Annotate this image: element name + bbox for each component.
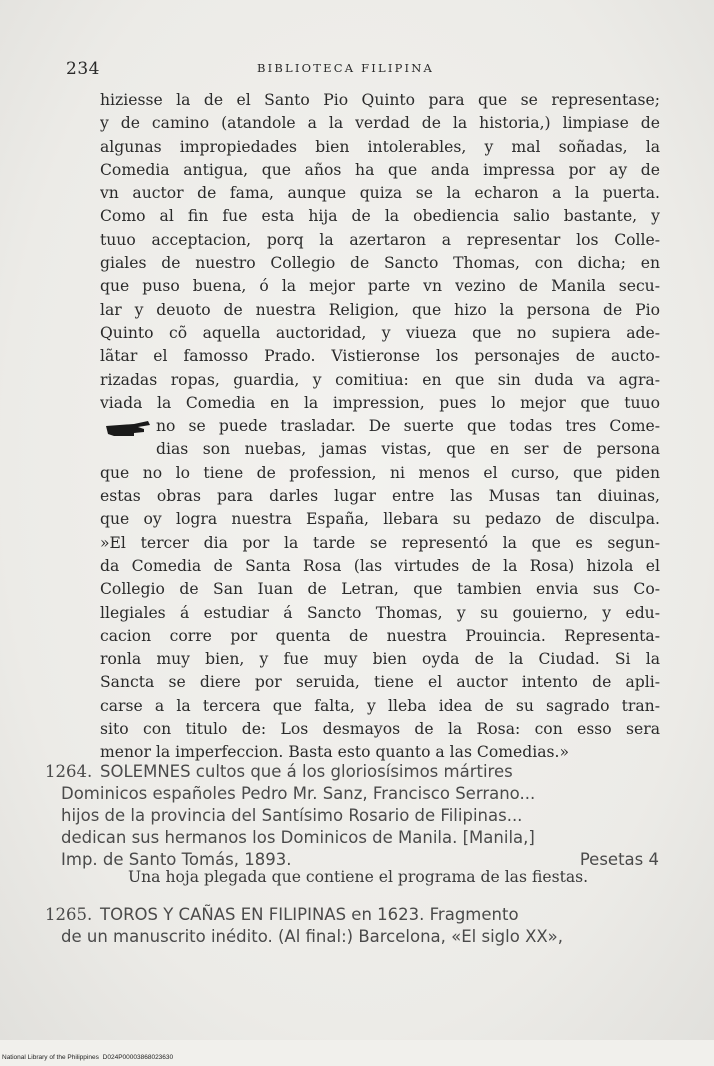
entry-line: de un manuscrito inédito. (Al final:) Barcelona, «El siglo XX», (61, 927, 564, 946)
text-line: Quinto cõ aquella auctoridad, y viueza que no supiera ade- (100, 323, 660, 342)
text-line: que no lo tiene de profession, ni menos el curso, que piden (100, 463, 660, 482)
entry-1264 (45, 761, 659, 871)
entry-number: 1264. (45, 762, 93, 781)
text-line: vn auctor de fama, aunque quiza se la echaron a la puerta. (100, 184, 660, 203)
text-line: que oy logra nuestra España, llebara su pedazo de disculpa. (100, 510, 660, 529)
text-line: da Comedia de Santa Rosa (las virtudes de la Rosa) hizola el (100, 556, 660, 575)
text-line: menor la imperfeccion. Basta esto quanto a las Comedias.» (100, 743, 570, 762)
text-line: lar y deuoto de nuestra Religion, que hizo la persona de Pio (100, 300, 660, 319)
library-credit: National Library of the Philippines (2, 1054, 99, 1061)
text-line: no se puede trasladar. De suerte que todas tres Come- (156, 417, 660, 436)
entry-line: SOLEMNES cultos que á los gloriosísimos mártires (100, 762, 513, 781)
price: Pesetas 4 (579, 850, 659, 869)
text-line: dias son nuebas, jamas vistas, que en ser de persona (156, 440, 660, 459)
text-line: estas obras para darles lugar entre las Musas tan diuinas, (100, 487, 660, 506)
text-line: que puso buena, ó la mejor parte vn vezino de Manila secu- (100, 277, 660, 296)
text-line: rizadas ropas, guardia, y comitiua: en que sin duda va agra- (100, 370, 660, 389)
text-line: tuuo acceptacion, porq la azertaron a representar los Colle- (100, 230, 660, 249)
entry-line: Imp. de Santo Tomás, 1893. (61, 850, 292, 869)
entry-line: hijos de la provincia del Santísimo Rosario de Filipinas... (61, 806, 523, 825)
text-line: Collegio de San Iuan de Letran, que tambien envia sus Co- (100, 580, 660, 599)
entry-line: TOROS Y CAÑAS EN FILIPINAS en 1623. Fragmento (100, 905, 519, 924)
entry-number: 1265. (45, 905, 93, 924)
text-line: Sancta se diere por seruida, tiene el auctor intento de apli- (100, 673, 660, 692)
scan-footer (0, 1054, 714, 1061)
text-line: giales de nuestro Collegio de Sancto Thomas, con dicha; en (100, 254, 660, 273)
text-line: y de camino (atandole a la verdad de la historia,) limpiase de (100, 114, 660, 133)
text-line: sito con titulo de: Los desmayos de la Rosa: con esso sera (100, 720, 660, 739)
scan-code: D024P00003868023630 (102, 1054, 174, 1061)
text-line: hiziesse la de el Santo Pio Quinto para que se representase; (100, 91, 660, 109)
entry-line: Dominicos españoles Pedro Mr. Sanz, Francisco Serrano... (61, 784, 536, 803)
text-line: viada la Comedia en la impression, pues lo mejor que tuuo (100, 393, 660, 412)
entry-note: Una hoja plegada que contiene el programa de las fiestas. (128, 868, 589, 886)
text-line: cacion corre por quenta de nuestra Prouincia. Representa- (100, 626, 660, 645)
entry-1265 (45, 904, 659, 948)
text-line: Comedia antigua, que años ha que anda impressa por ay de (100, 160, 660, 179)
text-line: »El tercer dia por la tarde se representó la que es segun- (100, 533, 660, 552)
page-header (0, 57, 714, 81)
text-line: ronla muy bien, y fue muy bien oyda de la Ciudad. Si la (100, 650, 660, 669)
text-line: Como al fin fue esta hija de la obediencia salio bastante, y (100, 207, 660, 226)
body-text (100, 89, 660, 765)
running-head: BIBLIOTECA FILIPINA (257, 61, 435, 75)
text-line: carse a la tercera que falta, y lleba idea de su sagrado tran- (100, 696, 660, 715)
page-number: 234 (66, 59, 100, 79)
text-line: algunas impropiedades bien intolerables, y mal soñadas, la (100, 137, 660, 156)
entry-line: dedican sus hermanos los Dominicos de Manila. [Manila,] (61, 828, 535, 847)
text-line: lãtar el famosso Prado. Vistieronse los personajes de aucto- (100, 347, 660, 366)
text-line: llegiales á estudiar á Sancto Thomas, y su gouierno, y edu- (100, 603, 660, 622)
